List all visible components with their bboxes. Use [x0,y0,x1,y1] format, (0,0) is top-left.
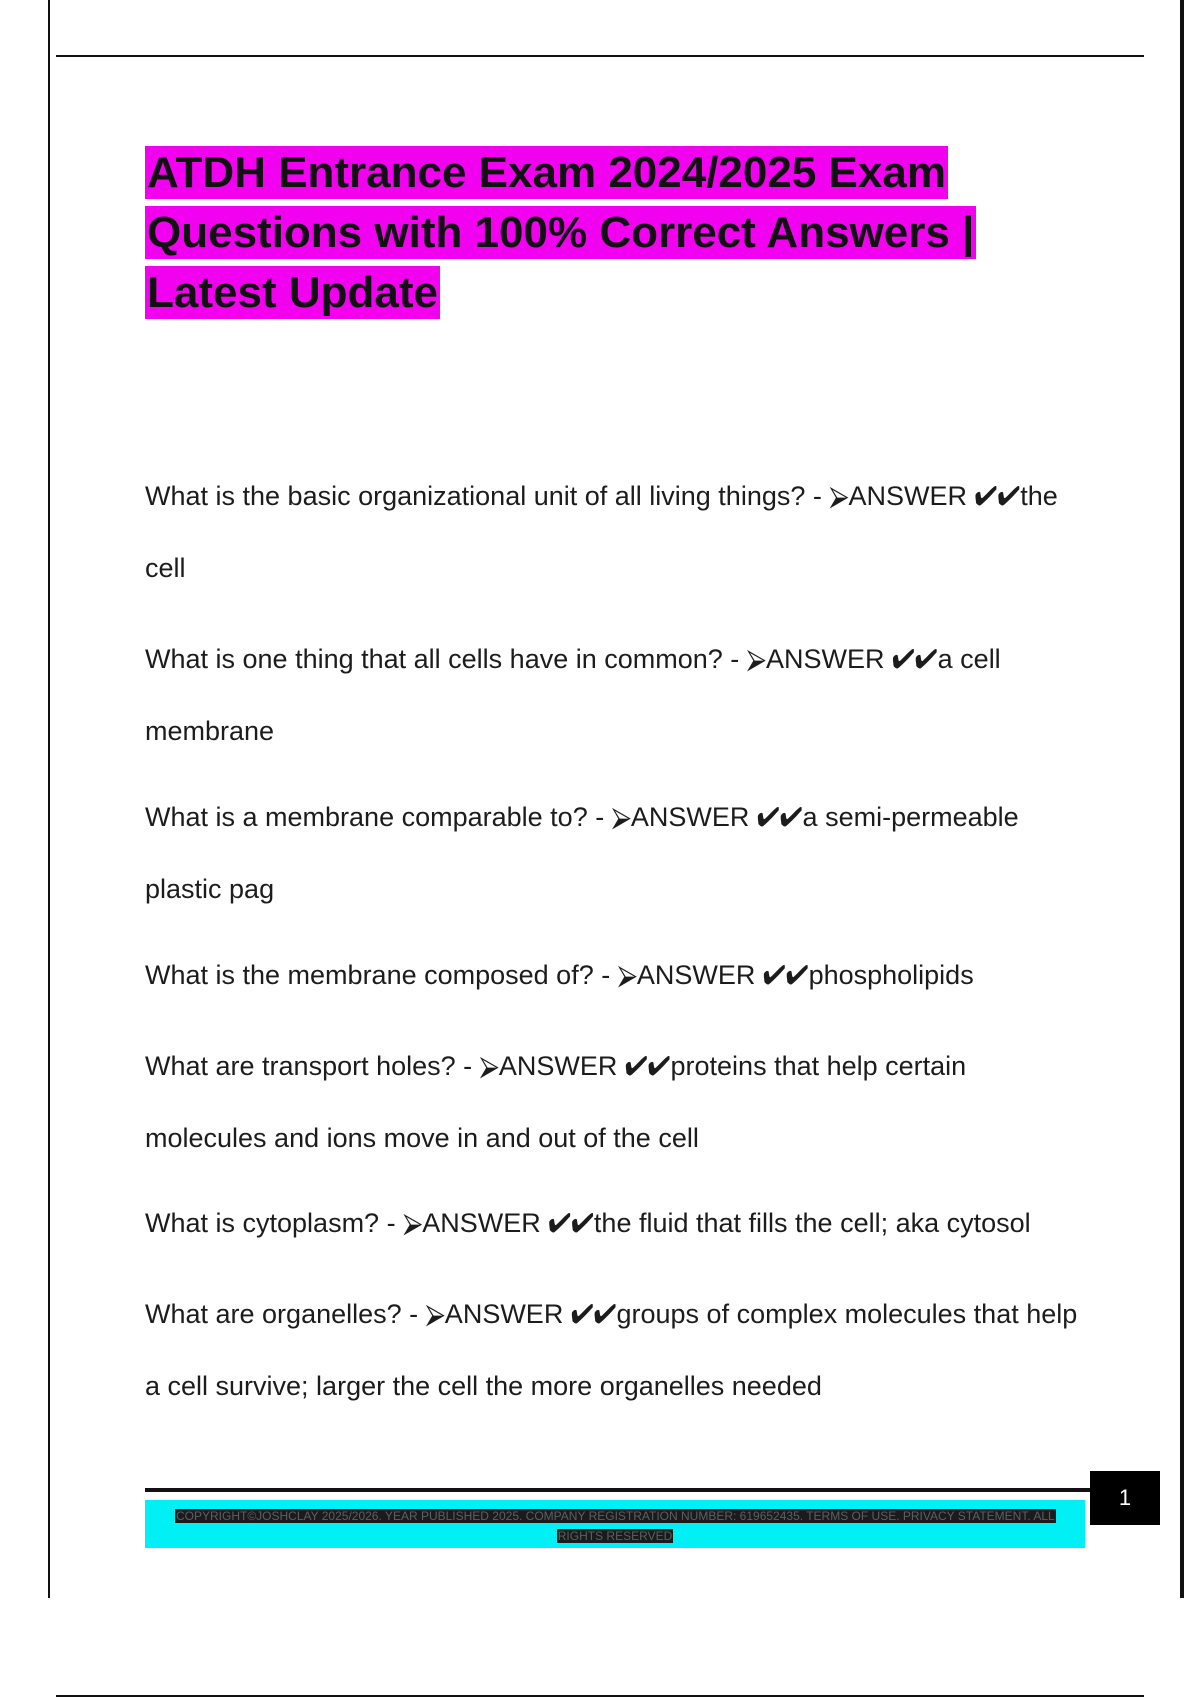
footer-copyright-text: COPYRIGHT©JOSHCLAY 2025/2026. YEAR PUBLISHED 2025. COMPANY REGISTRATION NUMBER: 619652435. TERMS OF USE. PRIVACY STATEMENT. ALL RIGHTS RESERVED [176,1509,1055,1543]
document-title-highlight: ATDH Entrance Exam 2024/2025 Exam Questions with 100% Correct Answers | Latest Update [147,148,975,317]
page-left-border [48,0,50,1598]
page-bottom-rule [56,1695,1144,1697]
qa-item: What are transport holes? - ⮚ANSWER ✔✔proteins that help certain molecules and ions move in and out of the cell [145,1051,967,1153]
qa-item: What is one thing that all cells have in common? - ⮚ANSWER ✔✔a cell membrane [145,644,1001,746]
footer-rule [145,1488,1090,1492]
page-number: 1 [1090,1471,1160,1525]
footer-copyright [175,1506,1055,1546]
qa-item: What is cytoplasm? - ⮚ANSWER ✔✔the fluid that fills the cell; aka cytosol [145,1208,1031,1238]
page-top-rule [56,55,1144,57]
document-title [145,143,1085,323]
qa-item: What is a membrane comparable to? - ⮚ANSWER ✔✔a semi-permeable plastic pag [145,802,1019,904]
qa-item: What is the basic organizational unit of all living things? - ⮚ANSWER ✔✔the cell [145,481,1058,583]
qa-item: What is the membrane composed of? - ⮚ANSWER ✔✔phospholipids [145,960,974,990]
page-right-border [1180,0,1184,1598]
qa-item: What are organelles? - ⮚ANSWER ✔✔groups of complex molecules that help a cell survive; larger the cell the more organelles needed [145,1299,1078,1401]
